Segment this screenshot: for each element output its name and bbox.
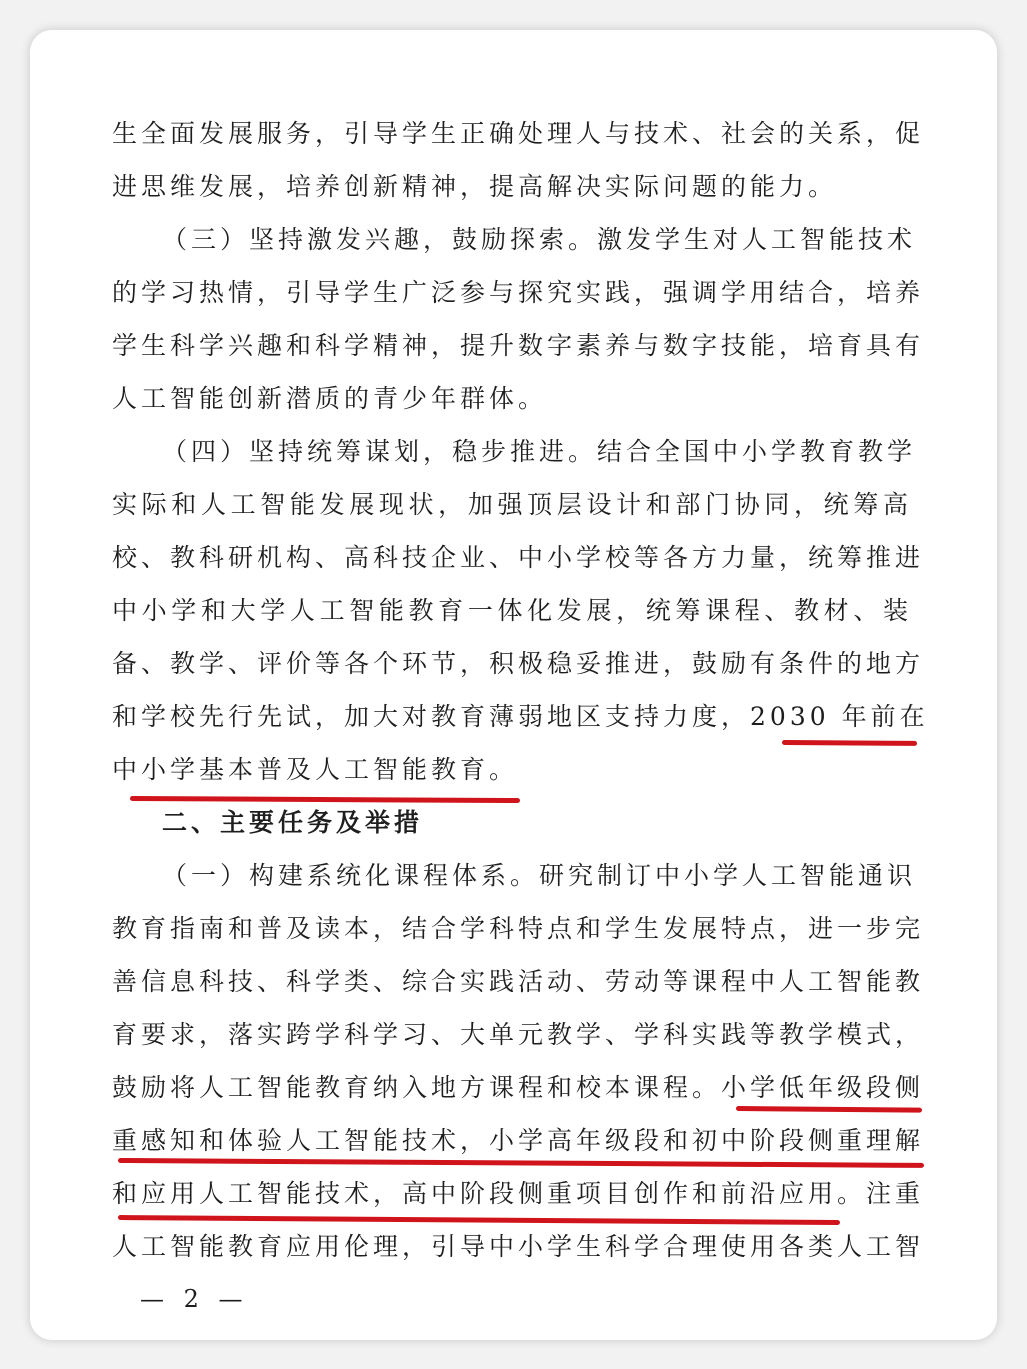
red-underline-mark: [118, 1215, 840, 1225]
text-line: 教育指南和普及读本，结合学科特点和学生发展特点，进一步完: [112, 914, 925, 943]
text-line: 育要求，落实跨学科学习、大单元教学、学科实践等教学模式，: [112, 1020, 925, 1049]
text-line: 学生科学兴趣和科学精神，提升数字素养与数字技能，培育具有: [112, 331, 925, 360]
text-line: 重感知和体验人工智能技术，小学高年级段和初中阶段侧重理解: [112, 1126, 925, 1155]
text-line: 人工智能创新潜质的青少年群体。: [112, 384, 548, 413]
text-line: （四）坚持统筹谋划，稳步推进。结合全国中小学教育教学: [162, 437, 917, 466]
text-line: 备、教学、评价等各个环节，积极稳妥推进，鼓励有条件的地方: [112, 649, 925, 678]
text-line: 鼓励将人工智能教育纳入地方课程和校本课程。小学低年级段侧: [112, 1073, 925, 1102]
red-underline-mark: [736, 1106, 922, 1113]
text-line: 中小学基本普及人工智能教育。: [112, 755, 519, 784]
text-line: 善信息科技、科学类、综合实践活动、劳动等课程中人工智能教: [112, 967, 925, 996]
text-line: 进思维发展，培养创新精神，提高解决实际问题的能力。: [112, 172, 838, 201]
text-line: 校、教科研机构、高科技企业、中小学校等各方力量，统筹推进: [112, 543, 925, 572]
text-line: 人工智能教育应用伦理，引导中小学生科学合理使用各类人工智: [112, 1232, 925, 1261]
text-line: 和应用人工智能技术，高中阶段侧重项目创作和前沿应用。注重: [112, 1179, 925, 1208]
text-line: （一）构建系统化课程体系。研究制订中小学人工智能通识: [162, 861, 917, 890]
text-line: 和学校先行先试，加大对教育薄弱地区支持力度，2030 年前在: [112, 702, 929, 731]
section-heading: 二、主要任务及举措: [162, 808, 424, 837]
red-underline-mark: [782, 740, 917, 746]
text-line: （三）坚持激发兴趣，鼓励探索。激发学生对人工智能技术: [162, 225, 917, 254]
text-line: 实际和人工智能发展现状，加强顶层设计和部门协同，统筹高: [112, 490, 912, 519]
text-line: 的学习热情，引导学生广泛参与探究实践，强调学用结合，培养: [112, 278, 925, 307]
page-number: — 2 —: [140, 1285, 249, 1313]
text-line: 生全面发展服务，引导学生正确处理人与技术、社会的关系，促: [112, 119, 925, 148]
red-underline-mark: [130, 796, 520, 803]
document-page: [30, 30, 997, 1340]
text-line: 中小学和大学人工智能教育一体化发展，统筹课程、教材、装: [112, 596, 912, 625]
